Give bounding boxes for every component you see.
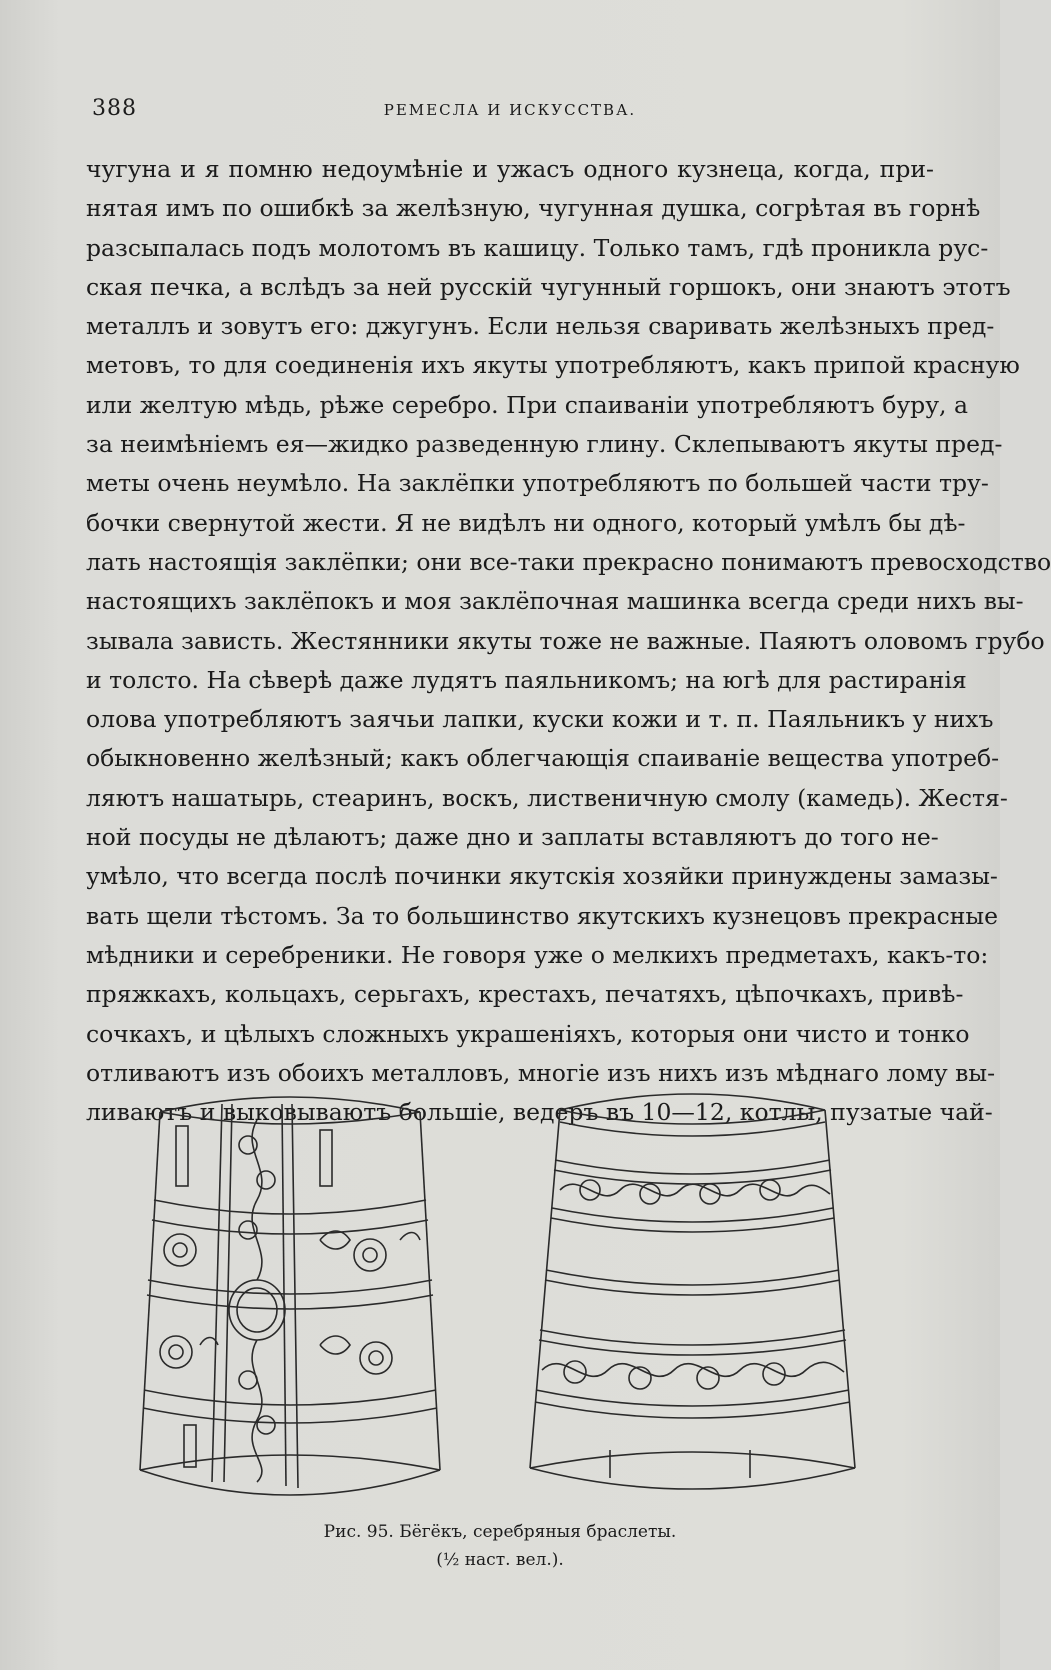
caption-line-1: Рис. 95. Бёгёкъ, серебряныя браслеты. [323,1522,677,1542]
text-line: ляютъ нашатырь, стеаринъ, воскъ, лиственичную смолу (камедь). Жестя- [86,783,1008,812]
text-line: меты очень неумѣло. На заклёпки употребляютъ по большей части тру- [86,469,989,498]
text-line: настоящихъ заклёпокъ и моя заклёпочная машинка всегда среди нихъ вы- [86,587,1024,616]
text-line: ной посуды не дѣлаютъ; даже дно и заплаты вставляютъ до того не- [86,823,939,852]
text-line: или желтую мѣдь, рѣже серебро. При спаиваніи употребляютъ буру, а [86,390,968,419]
text-line: ливаютъ и выковываютъ большіе, ведеръ въ 10—12, котлы, пузатые чай- [86,1098,993,1127]
text-line: за неимѣніемъ ея—жидко разведенную глину. Склепываютъ якуты пред- [86,430,1003,459]
bracelet-illustration-right [530,1090,855,1500]
bracelet-illustration-left [140,1090,440,1510]
body-text [86,150,1051,1132]
text-line: обыкновенно желѣзный; какъ облегчающія спаиваніе вещества употреб- [86,744,1000,773]
text-line: пряжкахъ, кольцахъ, серьгахъ, крестахъ, печатяхъ, цѣпочкахъ, привѣ- [86,980,964,1009]
text-line: метовъ, то для соединенія ихъ якуты употребляютъ, какъ припой красную [86,351,1020,380]
figure-95 [130,1090,870,1510]
text-line: лать настоящія заклёпки; они все-таки прекрасно понимаютъ превосходство [86,547,1051,576]
text-line: нятая имъ по ошибкѣ за желѣзную, чугунная душка, согрѣтая въ горнѣ [86,194,981,223]
text-line: умѣло, что всегда послѣ починки якутскія хозяйки принуждены замазы- [86,862,998,891]
text-line: олова употребляютъ заячьи лапки, куски кожи и т. п. Паяльникъ у нихъ [86,705,994,734]
text-line: чугуна и я помню недоумѣніе и ужасъ одного кузнеца, когда, при- [86,155,934,183]
figure-caption [0,1518,1000,1574]
running-title: РЕМЕСЛА И ИСКУССТВА. [383,101,637,119]
text-line: зывала зависть. Жестянники якуты тоже не важные. Паяютъ оловомъ грубо [86,626,1045,655]
text-line: отливаютъ изъ обоихъ металловъ, многіе изъ нихъ изъ мѣднаго лому вы- [86,1058,996,1087]
text-line: ская печка, а вслѣдъ за ней русскій чугунный горшокъ, они знаютъ этотъ [86,272,1011,301]
caption-line-2: (½ наст. вел.). [436,1550,564,1570]
text-line: сочкахъ, и цѣлыхъ сложныхъ украшеніяхъ, которыя они чисто и тонко [86,1019,970,1048]
text-line: бочки свернутой жести. Я не видѣлъ ни одного, который умѣлъ бы дѣ- [86,508,966,537]
text-line: металлъ и зовутъ его: джугунъ. Если нельзя сваривать желѣзныхъ пред- [86,312,995,341]
text-line: вать щели тѣстомъ. За то большинство якутскихъ кузнецовъ прекрасные [86,901,999,930]
text-line: и толсто. На сѣверѣ даже лудятъ паяльникомъ; на югѣ для растиранія [86,665,967,694]
text-line: мѣдники и серебреники. Не говоря уже о мелкихъ предметахъ, какъ-то: [86,940,989,969]
page-number: 388 [92,96,137,121]
page-header [92,96,928,128]
text-line: разсыпалась подъ молотомъ въ кашицу. Только тамъ, гдѣ проникла рус- [86,233,989,262]
